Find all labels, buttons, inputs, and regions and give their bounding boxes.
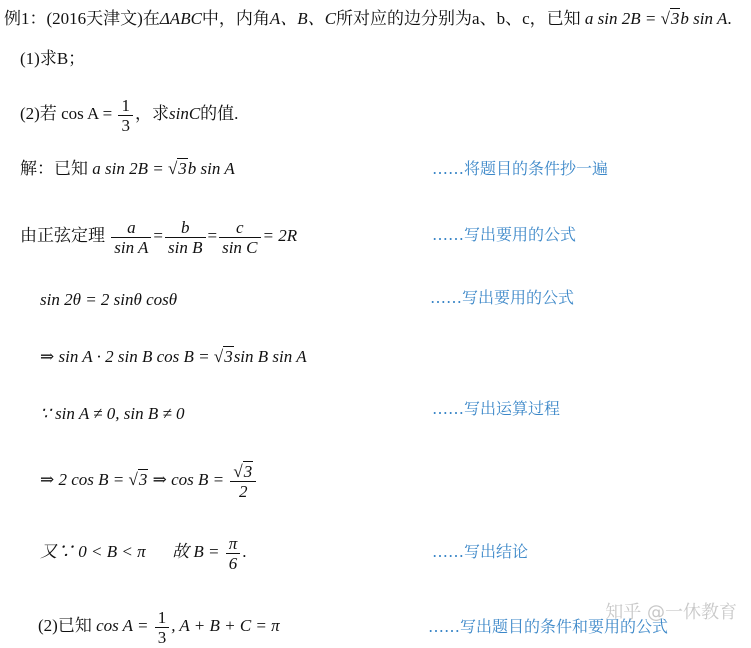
frac-den: sin C: [222, 237, 258, 257]
watermark: 知乎 @一休教育: [605, 602, 737, 623]
step2-prefix: 由正弦定理: [20, 226, 105, 245]
given-condition: [585, 9, 727, 28]
fraction-a-sinA: [111, 218, 151, 257]
problem-line: [4, 8, 732, 30]
cond-right: b sin A: [680, 9, 728, 28]
problem-intro: 例1：(2016天津文)在: [4, 9, 160, 28]
step6-left: ⇒ 2 cos B =: [40, 470, 129, 489]
step6-middle: ⇒ cos B =: [152, 470, 229, 489]
solution-step-2: 由正弦定理 $\frac{a}{\text{sin A}}$ = $\frac{b}{\text{sin B}}$ = $\frac{c}{\text{sin C}}$ = 2R: [20, 217, 298, 257]
note-condition-formula: ……写出题目的条件和要用的公式: [428, 617, 669, 636]
solution-step-1: [20, 158, 235, 180]
part2-post: ，求: [134, 104, 169, 123]
fraction-sqrt3-2: $\frac{√3}{2}$: [230, 462, 256, 501]
fraction-one-third: [118, 96, 133, 135]
part2-cos: cos A =: [61, 104, 117, 123]
note-copy-condition: ……将题目的条件抄一遍: [432, 159, 609, 178]
sqrt-radicand: 3: [670, 9, 680, 28]
frac-den: sin A: [114, 237, 149, 257]
sqrt-3: √3: [167, 159, 187, 178]
sqrt-3: √3: [660, 9, 680, 28]
sinC-label: sinC: [168, 104, 201, 123]
cond-left: a sin 2B =: [584, 9, 661, 28]
frac-den: 6: [228, 553, 238, 573]
part2-prefix: (2)若: [20, 104, 57, 123]
solution-step-7: 又∵ 0 < B < π 故 B = $\frac{\pi}{6}$ .: [40, 533, 247, 573]
frac-den: 3: [121, 115, 130, 135]
cond-end: .: [727, 9, 732, 28]
sqrt-radicand: 3: [178, 159, 187, 178]
triangle-label: ΔABC: [159, 9, 202, 28]
frac-den: 3: [157, 627, 167, 647]
step1-left: a sin 2B =: [92, 159, 168, 178]
step7-left: 又∵ 0 < B < π: [40, 542, 146, 561]
frac-num: 1: [118, 96, 133, 116]
fraction-c-sinC: [219, 218, 260, 257]
note-conclusion: ……写出结论: [432, 542, 529, 561]
solution-step-3: sin 2θ = 2 sinθ cosθ: [40, 290, 178, 309]
frac-num: 1: [155, 608, 170, 628]
fraction-pi-6: [226, 534, 241, 573]
solution-step-8: [38, 604, 280, 648]
frac-den: sin B: [168, 237, 203, 257]
step8-post: , A + B + C = π: [171, 616, 280, 635]
frac-num: a: [111, 218, 151, 238]
step4-right: sin B sin A: [233, 347, 307, 366]
sqrt-radicand: 3: [224, 347, 233, 366]
note-process: ……写出运算过程: [432, 399, 561, 418]
step8-prefix: (2)已知: [38, 616, 92, 635]
sqrt-3: √3: [213, 347, 233, 366]
sqrt-radicand: 3: [138, 470, 148, 489]
angles-label: A、B、C: [269, 9, 337, 28]
solution-step-6: [40, 458, 258, 502]
fraction-one-third: [155, 608, 170, 647]
note-formula-2: ……写出要用的公式: [430, 288, 575, 307]
step1-prefix: 解：已知: [20, 159, 88, 178]
solution-step-5: ∵ sin A ≠ 0, sin B ≠ 0: [40, 404, 185, 423]
part2-end: 的值.: [200, 104, 239, 123]
part2-question: [20, 92, 238, 136]
problem-intro-c: 所对应的边分别为a、b、c，已知: [336, 9, 581, 28]
sqrt-3: √3: [128, 470, 148, 489]
step4-left: ⇒ sin A · 2 sin B cos B =: [40, 347, 214, 366]
solution-step-4: [40, 346, 307, 368]
step1-right: b sin A: [187, 159, 235, 178]
note-formula-1: ……写出要用的公式: [432, 225, 577, 244]
frac-den: 2: [239, 481, 248, 501]
frac-num: c: [219, 218, 260, 238]
step8-cos: cos A =: [96, 616, 153, 635]
step7-right: 故 B =: [172, 542, 224, 561]
part1-question: (1)求B；: [20, 49, 86, 68]
frac-num: b: [165, 218, 205, 238]
fraction-b-sinB: [165, 218, 205, 257]
frac-num: π: [226, 534, 241, 554]
problem-intro-b: 中，内角: [201, 9, 270, 28]
eq-2R: = 2R: [262, 226, 298, 245]
sqrt-radicand: 3: [243, 461, 253, 481]
